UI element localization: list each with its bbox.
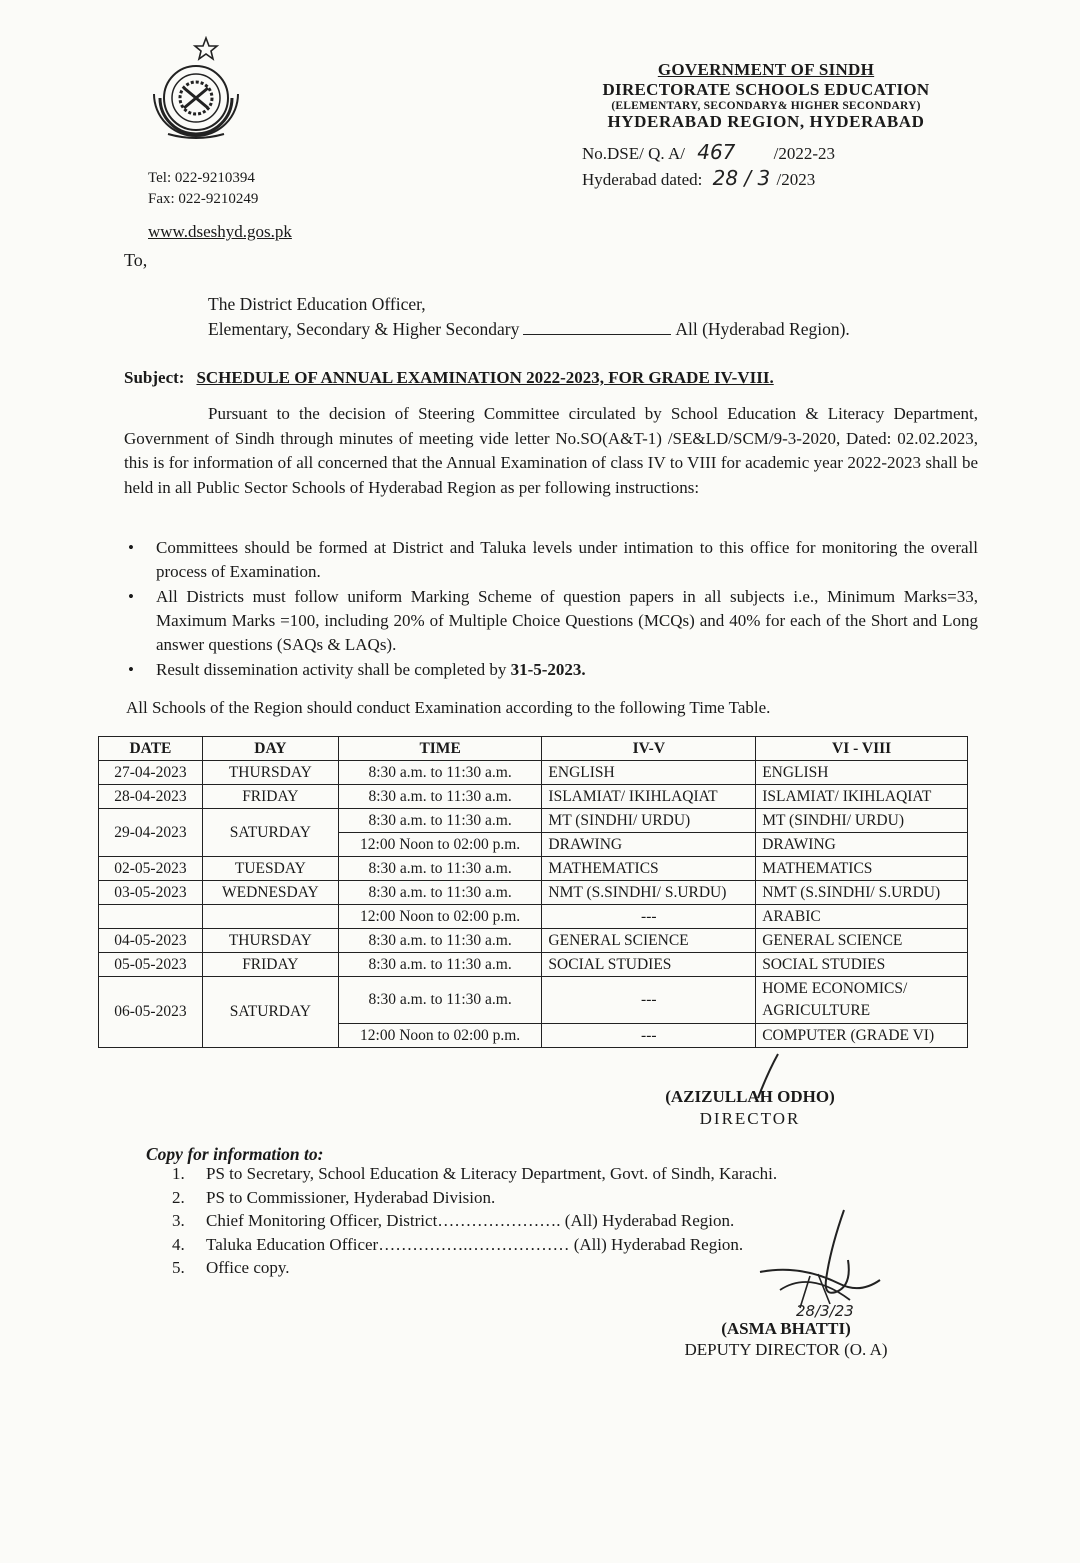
govt-title: GOVERNMENT OF SINDH (657, 60, 875, 79)
director-signature-block (620, 1086, 880, 1130)
reference-block (582, 140, 835, 192)
letter-date: Hyderabad dated: 28 / 3 /2023 (582, 166, 816, 190)
subject-label: Subject: (124, 368, 185, 387)
instruction-item: • Committees should be formed at District and Taluka levels under intimation to this office for monitoring the overall process of Examination. (128, 538, 978, 581)
recipient-address (208, 292, 850, 342)
directorate-title: DIRECTORATE SCHOOLS EDUCATION (602, 80, 930, 99)
deputy-director-signature-block (666, 1318, 906, 1360)
table-row: 12:00 Noon to 02:00 p.m. DRAWING DRAWING (99, 833, 968, 857)
deputy-director-name: (ASMA BHATTI) (721, 1319, 851, 1338)
copy-list (172, 1162, 777, 1280)
exam-timetable (98, 736, 968, 1048)
instruction-list (124, 536, 978, 683)
table-row: 27-04-2023 THURSDAY 8:30 a.m. to 11:30 a.m. ENGLISH ENGLISH (99, 761, 968, 785)
header-vi-viii: VI - VIII (756, 737, 968, 761)
list-item: 1. PS to Secretary, School Education & Literacy Department, Govt. of Sindh, Karachi. (172, 1164, 778, 1183)
body-paragraph: Pursuant to the decision of Steering Committee circulated by School Education & Literacy Department, Government of Sindh through minutes of meeting vide letter No.SO(A&T-1) /SE&LD/SCM/9-3-2020, Dated: 02.02.2023, this is for information of all concerned that the Annual Examination of class IV to VIII for academic year 2022-2023 shall be held in all Public Sector Schools of Hyderabad Region as per following instructions: (124, 404, 978, 497)
instruction-item: • All Districts must follow uniform Marking Scheme of question papers in all subjects i.e., Minimum Marks=33, Maximum Marks =100, including 20% of Multiple Choice Questions (MCQs) and 40% for each of the Short and Long answer questions (SAQs & LAQs). (128, 587, 978, 654)
instruction-item: • Result dissemination activity shall be completed by 31-5-2023. (128, 660, 586, 679)
deputy-director-signature (740, 1200, 900, 1330)
director-name: (AZIZULLAH ODHO) (665, 1087, 835, 1106)
header-date: DATE (99, 737, 203, 761)
table-row: 06-05-2023 SATURDAY 8:30 a.m. to 11:30 a.m. --- HOME ECONOMICS/ AGRICULTURE (99, 977, 968, 1024)
directorate-subtitle: (ELEMENTARY, SECONDARY& HIGHER SECONDARY) (611, 100, 921, 112)
table-row: 04-05-2023 THURSDAY 8:30 a.m. to 11:30 a.m. GENERAL SCIENCE GENERAL SCIENCE (99, 929, 968, 953)
table-row: 03-05-2023 WEDNESDAY 8:30 a.m. to 11:30 a.m. NMT (S.SINDHI/ S.URDU) NMT (S.SINDHI/ S.URDU) (99, 881, 968, 905)
svg-text:28/3/23: 28/3/23 (796, 1302, 854, 1320)
header-day: DAY (202, 737, 338, 761)
list-item: 4. Taluka Education Officer…………….……………… (All) Hyderabad Region. (172, 1234, 744, 1254)
handwritten-ref-number: 467 (697, 140, 736, 164)
to-label: To, (124, 250, 148, 270)
contact-block (148, 168, 258, 210)
sindh-government-seal (146, 36, 246, 146)
table-row: 28-04-2023 FRIDAY 8:30 a.m. to 11:30 a.m. ISLAMIAT/ IKIHLAQIAT ISLAMIAT/ IKIHLAQIAT (99, 785, 968, 809)
director-title: DIRECTOR (699, 1109, 801, 1128)
telephone: Tel: 022-9210394 (148, 170, 255, 186)
timetable-intro: All Schools of the Region should conduct Examination according to the following Time Table. (126, 698, 771, 717)
table-row: 12:00 Noon to 02:00 p.m. --- COMPUTER (GRADE VI) (99, 1024, 968, 1048)
table-row: 05-05-2023 FRIDAY 8:30 a.m. to 11:30 a.m. SOCIAL STUDIES SOCIAL STUDIES (99, 953, 968, 977)
subject-text: SCHEDULE OF ANNUAL EXAMINATION 2022-2023, FOR GRADE IV-VIII. (196, 368, 774, 387)
header-iv-v: IV-V (542, 737, 756, 761)
reference-number: No.DSE/ Q. A/ 467 /2022-23 (582, 140, 836, 164)
table-header-row (99, 737, 968, 761)
header-time: TIME (338, 737, 542, 761)
fax: Fax: 022-9210249 (148, 191, 259, 207)
copy-heading: Copy for information to: (146, 1144, 324, 1164)
deputy-director-title: DEPUTY DIRECTOR (O. A) (684, 1340, 888, 1359)
list-item: 5. Office copy. (172, 1258, 290, 1277)
recipient-line-1: The District Education Officer, (208, 294, 426, 314)
letterhead (560, 60, 972, 132)
recipient-line-2: Elementary, Secondary & Higher Secondary All (Hyderabad Region). (208, 319, 850, 339)
list-item: 2. PS to Commissioner, Hyderabad Division. (172, 1187, 496, 1207)
table-row: 12:00 Noon to 02:00 p.m. --- ARABIC (99, 905, 968, 929)
handwritten-date: 28 / 3 (712, 166, 771, 190)
subject-line (124, 368, 774, 388)
table-row: 29-04-2023 SATURDAY 8:30 a.m. to 11:30 a.m. MT (SINDHI/ URDU) MT (SINDHI/ URDU) (99, 809, 968, 833)
region-title: HYDERABAD REGION, HYDERABAD (607, 112, 925, 131)
list-item: 3. Chief Monitoring Officer, District…………………. (All) Hyderabad Region. (172, 1211, 735, 1230)
table-row: 02-05-2023 TUESDAY 8:30 a.m. to 11:30 a.m. MATHEMATICS MATHEMATICS (99, 857, 968, 881)
website-link[interactable]: www.dseshyd.gos.pk (148, 222, 292, 241)
